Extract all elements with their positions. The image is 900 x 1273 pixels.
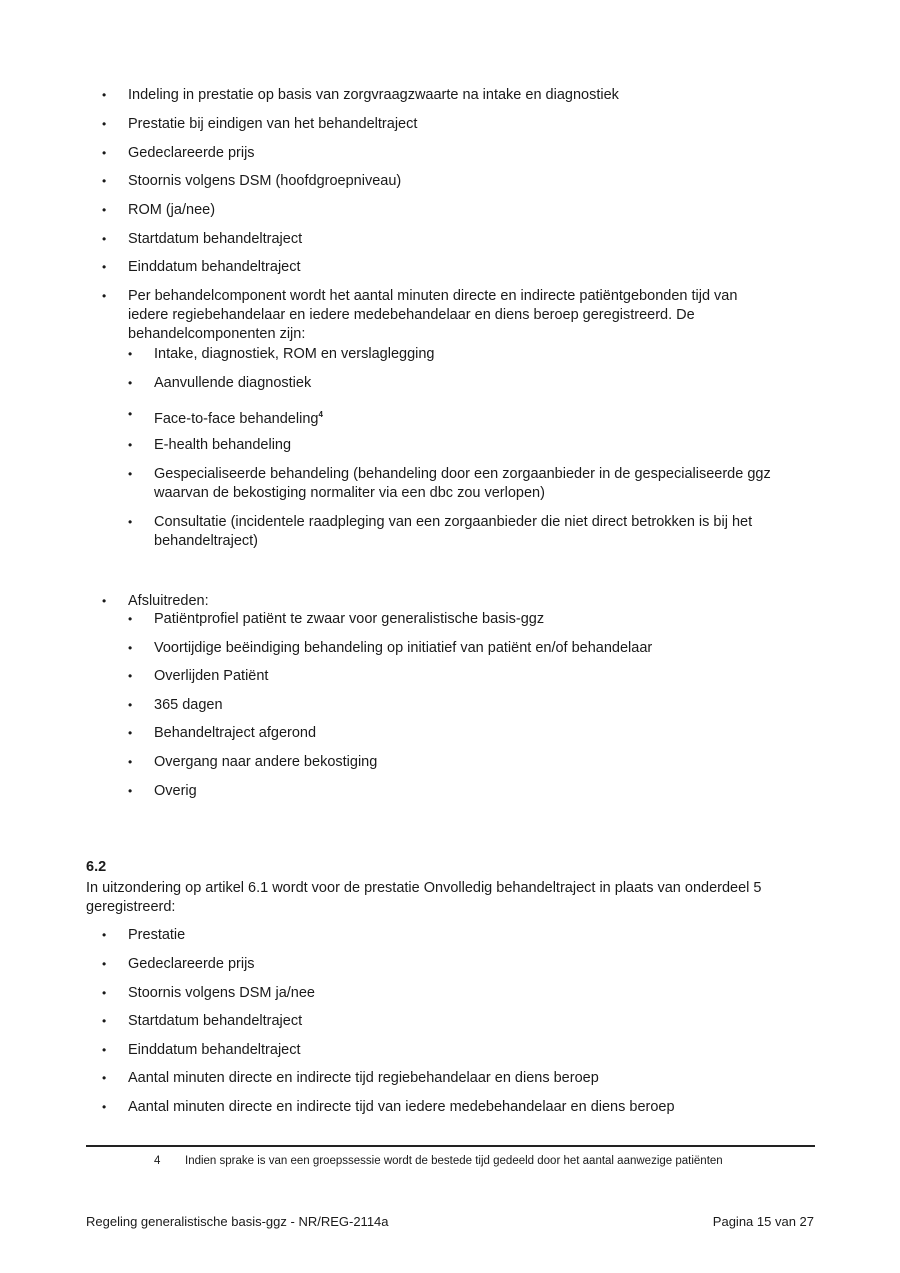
- list-item-afsluitreden: • Afsluitreden:: [102, 593, 209, 609]
- bullet-icon: •: [128, 755, 133, 769]
- bullet-icon: •: [102, 260, 107, 274]
- sub-list-item: • Patiëntprofiel patiënt te zwaar voor generalistische basis-ggz: [128, 611, 545, 627]
- bullet-icon: •: [102, 203, 107, 217]
- list-item: • Prestatie bij eindigen van het behandeltraject: [102, 116, 418, 132]
- sub-list-item: • Gespecialiseerde behandeling (behandeling door een zorgaanbieder in de gespecialiseerde ggz waarvan de bekostiging normaliter via een dbc zou verlopen): [128, 466, 771, 501]
- list-item: • Indeling in prestatie op basis van zorgvraagzwaarte na intake en diagnostiek: [102, 87, 619, 103]
- bullet-icon: •: [102, 146, 107, 160]
- footer-document-title: Regeling generalistische basis-ggz - NR/REG-2114a: [86, 1214, 389, 1229]
- bullet-icon: •: [102, 1014, 107, 1028]
- list-item: • Stoornis volgens DSM ja/nee: [102, 985, 315, 1001]
- bullet-icon: •: [102, 88, 107, 102]
- bullet-icon: •: [128, 669, 133, 683]
- footnote-number: 4: [154, 1155, 161, 1167]
- list-item: • Gedeclareerde prijs: [102, 145, 255, 161]
- bullet-icon: •: [128, 726, 133, 740]
- bullet-icon: •: [128, 698, 133, 712]
- list-item: • Einddatum behandeltraject: [102, 259, 301, 275]
- bullet-icon: •: [102, 928, 107, 942]
- list-item: • Per behandelcomponent wordt het aantal minuten directe en indirecte patiëntgebonden tijd van iedere regiebehandelaar en iedere medebehandelaar en diens beroep geregistreerd. De behandelcomponenten zijn:: [102, 288, 738, 342]
- footnote-text: Indien sprake is van een groepssessie wordt de bestede tijd gedeeld door het aantal aanwezige patiënten: [185, 1155, 723, 1167]
- bullet-icon: •: [128, 347, 133, 361]
- section-intro: In uitzondering op artikel 6.1 wordt voor de prestatie Onvolledig behandeltraject in plaats van onderdeel 5 geregistreerd:: [86, 880, 762, 915]
- list-item: • ROM (ja/nee): [102, 202, 216, 218]
- sub-list-item: • E-health behandeling: [128, 437, 292, 453]
- bullet-icon: •: [102, 986, 107, 1000]
- bullet-icon: •: [102, 1071, 107, 1085]
- sub-list-item: • 365 dagen: [128, 697, 223, 713]
- bullet-icon: •: [102, 1100, 107, 1114]
- sub-list-item: • Face-to-face behandeling$^4$: [128, 407, 323, 427]
- bullet-icon: •: [128, 612, 133, 626]
- bullet-icon: •: [102, 117, 107, 131]
- bullet-icon: •: [102, 1043, 107, 1057]
- footer-page-number: Pagina 15 van 27: [712, 1214, 814, 1229]
- sub-list-item: • Overgang naar andere bekostiging: [128, 754, 378, 770]
- list-item: • Gedeclareerde prijs: [102, 956, 255, 972]
- list-item: • Aantal minuten directe en indirecte tijd van iedere medebehandelaar en diens beroep: [102, 1099, 675, 1115]
- list-item: • Prestatie: [102, 927, 186, 943]
- list-item: • Aantal minuten directe en indirecte tijd regiebehandelaar en diens beroep: [102, 1070, 599, 1086]
- footnote-divider: [86, 1145, 815, 1147]
- bullet-icon: •: [102, 594, 107, 608]
- sub-list-item: • Overlijden Patiënt: [128, 668, 269, 684]
- bullet-icon: •: [128, 467, 133, 481]
- bullet-icon: •: [128, 407, 133, 421]
- list-item: • Einddatum behandeltraject: [102, 1042, 301, 1058]
- section-number: 6.2: [86, 859, 107, 875]
- bullet-icon: •: [102, 957, 107, 971]
- sub-list-item: • Behandeltraject afgerond: [128, 725, 317, 741]
- bullet-icon: •: [128, 515, 133, 529]
- bullet-icon: •: [128, 376, 133, 390]
- bullet-icon: •: [128, 438, 133, 452]
- list-item: • Startdatum behandeltraject: [102, 1013, 303, 1029]
- footnote-reference[interactable]: 4: [318, 410, 323, 419]
- bullet-icon: •: [128, 784, 133, 798]
- bullet-icon: •: [128, 641, 133, 655]
- sub-list-item: • Consultatie (incidentele raadpleging van een zorgaanbieder die niet direct betrokken is bij het behandeltraject): [128, 514, 753, 549]
- sub-list-item: • Aanvullende diagnostiek: [128, 375, 312, 391]
- sub-list-item: • Voortijdige beëindiging behandeling op initiatief van patiënt en/of behandelaar: [128, 640, 653, 656]
- sub-list-item: • Intake, diagnostiek, ROM en verslaglegging: [128, 346, 435, 362]
- sub-list-item: • Overig: [128, 783, 197, 799]
- bullet-icon: •: [102, 289, 107, 303]
- bullet-icon: •: [102, 232, 107, 246]
- bullet-icon: •: [102, 174, 107, 188]
- list-item: • Stoornis volgens DSM (hoofdgroepniveau): [102, 173, 402, 189]
- list-item: • Startdatum behandeltraject: [102, 231, 303, 247]
